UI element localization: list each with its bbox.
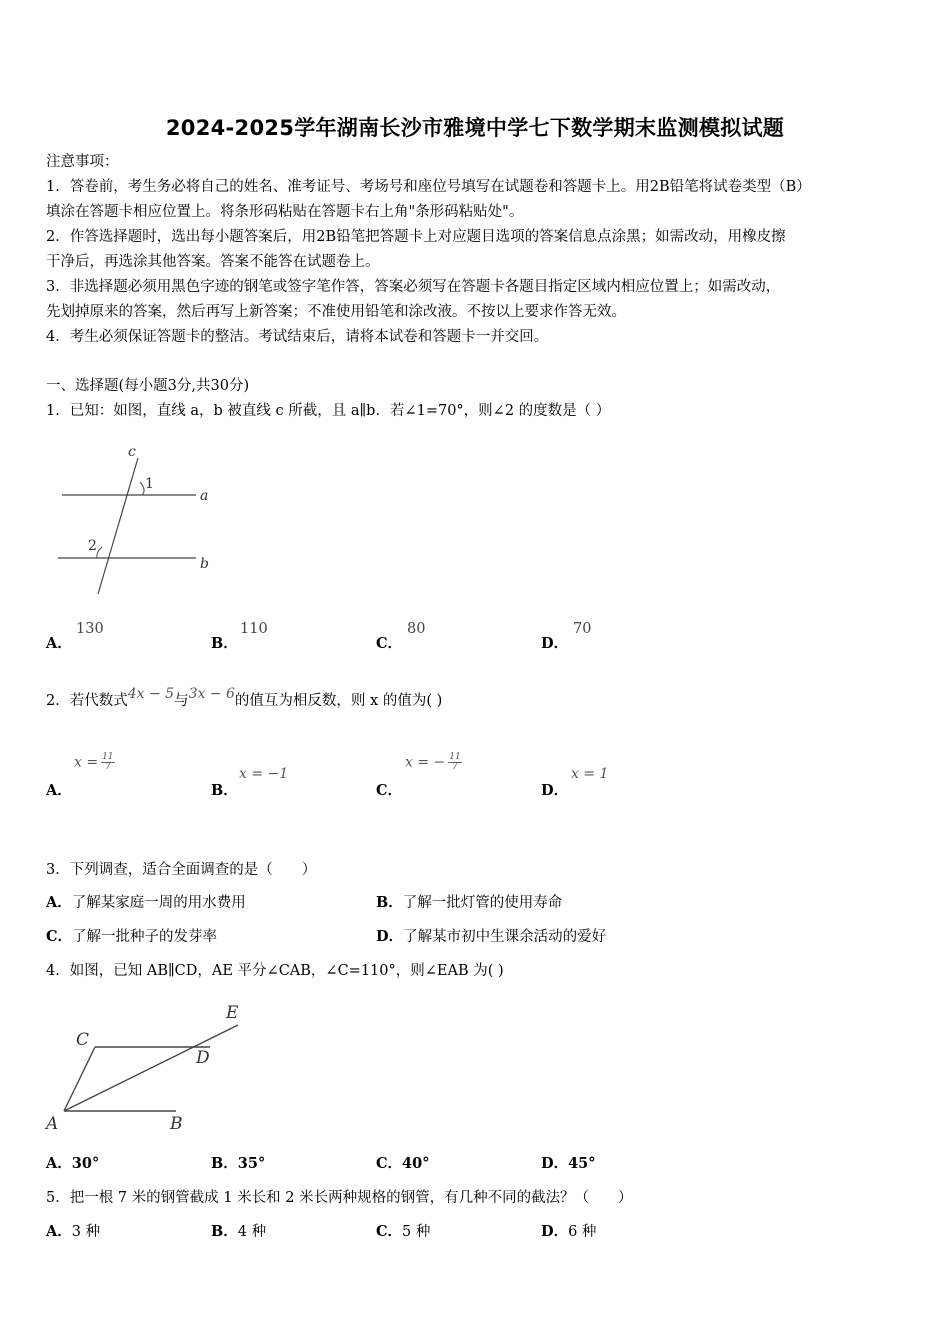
option-b[interactable]: B．4 种 (211, 1223, 267, 1240)
option-value: 110 (240, 621, 268, 637)
label-a: a (200, 488, 209, 504)
option-b[interactable]: B． (211, 782, 238, 799)
expression-1: 4x − 5 (127, 686, 175, 702)
option-label: C． (376, 635, 403, 652)
section-heading: 一、选择题(每小题3分,共30分) (46, 378, 250, 394)
option-a[interactable] (46, 632, 72, 653)
option-value: 130 (76, 621, 104, 637)
option-c[interactable]: C．了解一批种子的发芽率 (46, 928, 218, 945)
label-d: D (196, 1048, 210, 1068)
option-a[interactable]: A．30° (46, 1155, 100, 1172)
question-number: 4． (46, 963, 70, 979)
question-number: 1． (46, 403, 70, 419)
question-text: 下列调查，适合全面调查的是（ ） (69, 862, 317, 878)
question-text: 把一根 7 米的钢管截成 1 米长和 2 米长两种规格的钢管，有几种不同的截法？（ ） (69, 1190, 633, 1206)
question-number: 3． (46, 862, 70, 878)
question-1 (46, 401, 610, 421)
option-c[interactable]: C．5 种 (376, 1223, 431, 1240)
label-c: c (128, 444, 136, 460)
option-label: D． (541, 635, 569, 652)
option-value: x = $\frac{11}{7}$ (74, 752, 114, 772)
option-value: x = −1 (239, 766, 289, 782)
option-value: 80 (407, 621, 426, 637)
option-d[interactable]: D．了解某市初中生课余活动的爱好 (376, 928, 607, 945)
option-label: B． (211, 635, 238, 652)
label-angle-1: 1 (145, 476, 154, 492)
option-d[interactable] (541, 632, 568, 653)
segment-ae (64, 1025, 238, 1111)
label-c: C (76, 1030, 90, 1050)
angle-2-arc (97, 547, 102, 558)
label-b: B (170, 1114, 183, 1134)
option-d[interactable]: D．45° (541, 1155, 596, 1172)
option-c[interactable] (376, 632, 402, 653)
option-b[interactable] (211, 632, 238, 653)
question-text: 已知：如图，直线 a，b 被直线 c 所截，且 a∥b．若∠1=70°，则∠2 的度数是（ ） (69, 403, 611, 419)
notice-line: 干净后，再选涂其他答案。答案不能答在试题卷上。 (46, 254, 380, 270)
question-text: 与 (174, 693, 189, 709)
option-value: x = − $\frac{11}{7}$ (405, 752, 461, 772)
angle-bisector-figure (40, 998, 260, 1138)
notice-line: 1．答卷前，考生务必将自己的姓名、准考证号、考场号和座位号填写在试题卷和答题卡上。用2B铅笔将试卷类型（B） (46, 179, 811, 195)
question-4 (46, 961, 504, 981)
option-a[interactable]: A． (46, 782, 72, 799)
option-a[interactable]: A．了解某家庭一周的用水费用 (46, 894, 246, 911)
label-b: b (200, 556, 209, 572)
option-b[interactable]: B．了解一批灯管的使用寿命 (376, 894, 563, 911)
segment-ac (64, 1047, 95, 1111)
option-c[interactable]: C． (376, 782, 403, 799)
notice-line: 4．考生必须保证答题卡的整洁。考试结束后，请将本试卷和答题卡一并交回。 (46, 329, 549, 345)
option-b[interactable]: B．35° (211, 1155, 266, 1172)
notice-heading: 注意事项： (46, 154, 119, 170)
notice-line: 2．作答选择题时，选出每小题答案后，用2B铅笔把答题卡上对应题目选项的答案信息点涂黑；如需改动，用橡皮擦 (46, 229, 786, 245)
option-d[interactable]: D． (541, 782, 569, 799)
notice-line: 填涂在答题卡相应位置上。将条形码粘贴在答题卡右上角"条形码粘贴处"。 (46, 204, 524, 220)
question-3 (46, 860, 316, 880)
parallel-lines-figure (50, 440, 220, 600)
question-text: 的值互为相反数，则 x 的值为( ) (234, 693, 443, 709)
option-d[interactable]: D．6 种 (541, 1223, 597, 1240)
label-angle-2: 2 (88, 538, 97, 554)
label-a: A (46, 1114, 59, 1134)
question-text: 如图，已知 AB∥CD，AE 平分∠CAB，∠C=110°，则∠EAB 为( ) (69, 963, 504, 979)
option-a[interactable]: A．3 种 (46, 1223, 101, 1240)
notice-line: 先划掉原来的答案，然后再写上新答案；不准使用铅笔和涂改液。不按以上要求作答无效。 (46, 304, 626, 320)
expression-2: 3x − 6 (188, 686, 235, 702)
question-number: 5． (46, 1190, 70, 1206)
option-c[interactable]: C．40° (376, 1155, 430, 1172)
question-number: 2． (46, 693, 70, 709)
label-e: E (226, 1003, 239, 1023)
line-c (98, 458, 138, 594)
question-text: 若代数式 (69, 693, 128, 709)
option-value: x = 1 (571, 766, 609, 782)
notice-line: 3．非选择题必须用黑色字迹的钢笔或签字笔作答，答案必须写在答题卡各题目指定区域内相应位置上；如需改动， (46, 279, 781, 295)
option-value: 70 (573, 621, 592, 637)
option-label: A． (46, 635, 72, 652)
page-title: 2024-2025学年湖南长沙市雅境中学七下数学期末监测模拟试题 (165, 116, 785, 140)
angle-1-arc (140, 482, 144, 495)
question-2 (46, 686, 443, 711)
question-5 (46, 1188, 633, 1208)
